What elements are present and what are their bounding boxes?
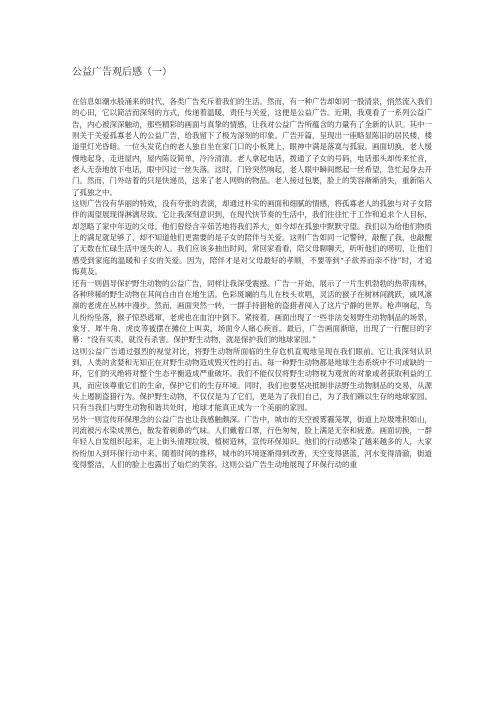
document-page [72,0,432,707]
paragraph: 另外一则宣传环保理念的公益广告也让我感触颇深。广告中，城市的天空被雾霾笼罩，街道上垃圾堆积如山，河流被污水染成黑色，散发着刺鼻的气味。人们戴着口罩，行色匆匆，脸上满是无奈和疲惫。画面切换，一群年轻人自发组织起来，走上街头清理垃圾，植树造林，宣传环保知识。他们的行动感染了越来越多的人，大家纷纷加入到环保行动中来。随着时间的推移，城市的环境逐渐得到改善，天空变得湛蓝，河水变得清澈，街道变得整洁，人们的脸上也露出了灿烂的笑容。这则公益广告生动地展现了环保行动的重 [72,414,432,469]
document-title: 公益广告观后感（一） [72,67,172,78]
paragraph: 这则广告没有华丽的特效，没有夸张的表演，却通过朴实的画面和细腻的情感，将孤寡老人的孤独与对子女陪伴的渴望展现得淋漓尽致。它让我深刻意识到，在现代快节奏的生活中，我们往往忙于工作和追求个人目标，却忽略了家中年迈的父母。他们曾经含辛茹苦地将我们养大，如今却在孤独中默默守望。我们以为给他们物质上的满足就足够了，却不知道他们更需要的是子女的陪伴与关爱。这则广告如同一记警钟，敲醒了我，也敲醒了无数在忙碌生活中迷失的人。我们应该多抽出时间，常回家看看，陪父母聊聊天，听听他们的唠叨，让他们感受到家庭的温暖和子女的关爱。因为，陪伴才是对父母最好的孝顺，不要等到“子欲养而亲不待”时，才追悔莫及。 [72,199,432,277]
paragraph: 还有一则倡导保护野生动物的公益广告，同样让我深受震撼。广告一开始，展示了一片生机勃勃的热带雨林，各种珍稀的野生动物在其间自由自在地生活。色彩斑斓的鸟儿在枝头欢唱，灵活的猴子在树林间跳跃，威风凛凛的老虎在丛林中漫步。然而，画面突然一转，一群手持猎枪的盗猎者闯入了这片宁静的世界。枪声响起，鸟儿纷纷坠落，猴子惊恐逃窜，老虎也在血泊中倒下。紧接着，画面出现了一些非法交易野生动物制品的场景，象牙、犀牛角、虎皮等被摆在摊位上叫卖，场面令人痛心疾首。最后，广告画面渐暗，出现了一行醒目的字幕：“没有买卖，就没有杀害。保护野生动物，就是保护我们的地球家园。” [72,278,432,345]
paragraph: 在信息如潮水般涌来的时代，各类广告充斥着我们的生活。然而，有一种广告却如同一股清泉，悄然流入我们的心田，它以简洁而深刻的方式，传递着温暖、责任与关爱，这便是公益广告。近期，我观看了一系列公益广告，内心被深深触动，那些精彩的画面与真挚的情感，让我对公益广告所蕴含的力量有了全新的认识。其中一则关于关爱孤寡老人的公益广告，给我留下了极为深刻的印象。广告开篇，呈现出一座略显陈旧的居民楼，楼道里灯光昏暗。一位头发花白的老人独自坐在家门口的小板凳上，眼神中满是落寞与孤寂。画面切换，老人缓慢地起身，走进屋内，屋内陈设简单，冷冷清清。老人拿起电话，拨通了子女的号码，电话那头却传来忙音，老人无奈地放下电话，眼中闪过一丝失落。这时，门铃突然响起，老人眼中瞬间燃起一丝希望，急忙起身去开门。然而，门外站着的只是快递员，送来了老人网购的物品。老人接过包裹，脸上的笑容渐渐消失，重新陷入了孤独之中。 [72,97,432,197]
paragraph: 这则公益广告通过强烈的视觉对比，将野生动物所面临的生存危机直观地呈现在我们眼前。它让我深刻认识到，人类的贪婪和无知正在对野生动物造成毁灭性的打击。每一种野生动物都是地球生态系统中不可或缺的一环，它们的灭绝将对整个生态平衡造成严重破坏。我们不能仅仅将野生动物视为观赏的对象或者获取利益的工具，而应该尊重它们的生命，保护它们的生存环境。同时，我们也要坚决抵制非法野生动物制品的交易，从源头上遏制盗猎行为。保护野生动物，不仅仅是为了它们，更是为了我们自己，为了我们赖以生存的地球家园。只有当我们与野生动物和谐共处时，地球才能真正成为一个美丽的家园。 [72,346,432,413]
document-body [72,96,432,470]
